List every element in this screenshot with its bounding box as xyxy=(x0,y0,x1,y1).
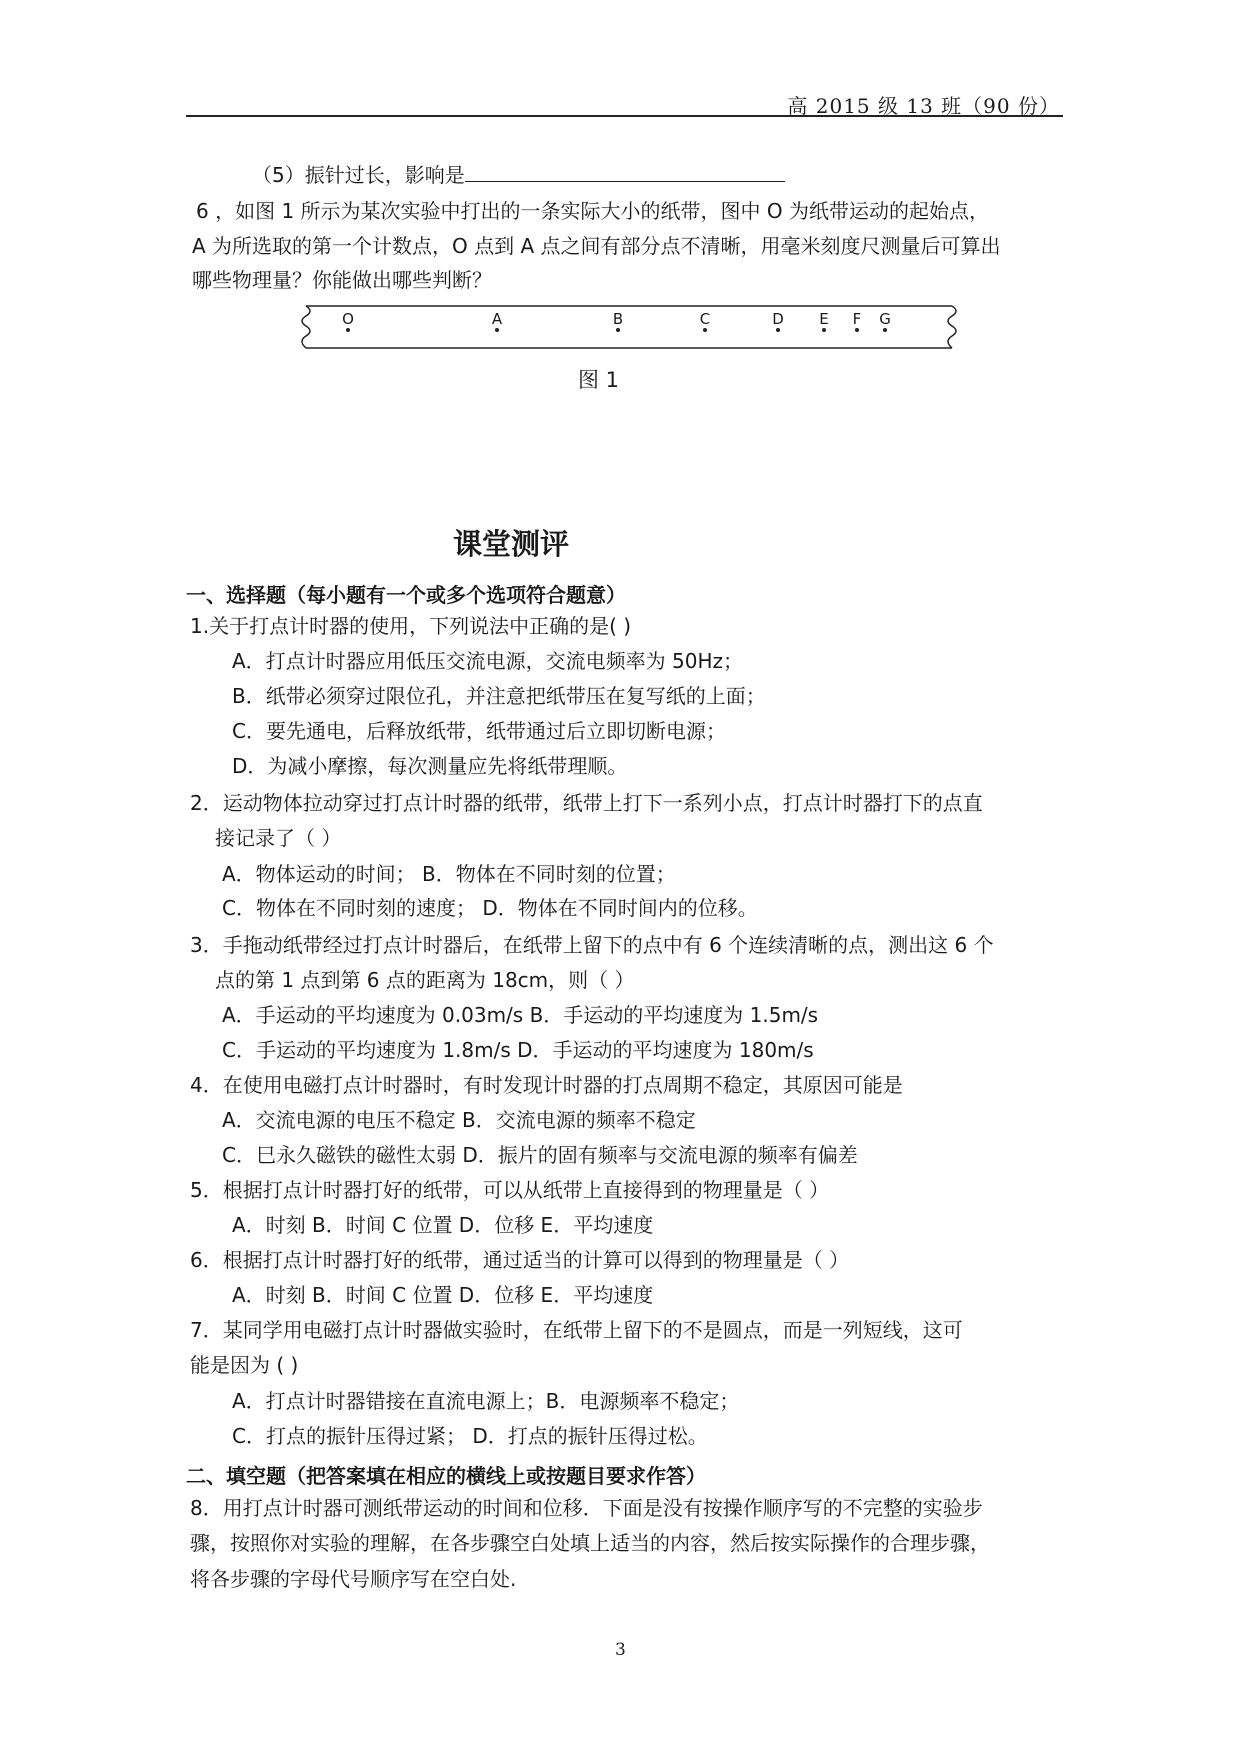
q2-options-cd: C．物体在不同时刻的速度； D．物体在不同时间内的位移。 xyxy=(222,896,758,920)
point-dot-f xyxy=(855,328,859,332)
q6-stem: 6．根据打点计时器打好的纸带，通过适当的计算可以得到的物理量是（ ） xyxy=(190,1248,850,1272)
q1-option-d: D．为减小摩擦，每次测量应先将纸带理顺。 xyxy=(232,754,628,778)
q1-stem: 1.关于打点计时器的使用，下列说法中正确的是( ) xyxy=(190,614,632,638)
point-dot-o xyxy=(346,328,350,332)
paper-tape-figure xyxy=(300,302,960,352)
q2-stem-line-2: 接记录了（ ） xyxy=(215,826,342,850)
point-dot-b xyxy=(616,328,620,332)
q7-options-ab: A．打点计时器错接在直流电源上；B．电源频率不稳定； xyxy=(232,1389,740,1413)
q3-stem-line-2: 点的第 1 点到第 6 点的距离为 18cm，则（ ） xyxy=(215,968,635,992)
page-number: 3 xyxy=(615,1640,626,1660)
q4-options-cd: C．巳永久磁铁的磁性太弱 D．振片的固有频率与交流电源的频率有偏差 xyxy=(222,1143,858,1167)
q3-options-ab: A．手运动的平均速度为 0.03m/s B．手运动的平均速度为 1.5m/s xyxy=(222,1003,819,1027)
figure-caption: 图 1 xyxy=(578,368,620,392)
q1-option-c: C．要先通电，后释放纸带，纸带通过后立即切断电源； xyxy=(232,719,726,743)
q3-options-cd: C．手运动的平均速度为 1.8m/s D．手运动的平均速度为 180m/s xyxy=(222,1038,814,1062)
q6-options: A．时刻 B．时间 C 位置 D．位移 E．平均速度 xyxy=(232,1283,654,1307)
q7-stem-line-1: 7．某同学用电磁打点计时器做实验时，在纸带上留下的不是圆点，而是一列短线，这可 xyxy=(190,1318,963,1342)
point-label-c: C xyxy=(699,310,711,328)
question-5-line xyxy=(252,161,785,189)
q5-options: A．时刻 B．时间 C 位置 D．位移 E．平均速度 xyxy=(232,1213,654,1237)
q3-stem-line-1: 3．手拖动纸带经过打点计时器后，在纸带上留下的点中有 6 个连续清晰的点，测出这 6 个 xyxy=(190,933,994,957)
point-label-b: B xyxy=(612,310,624,328)
q1-option-a: A．打点计时器应用低压交流电源，交流电频率为 50Hz； xyxy=(232,649,744,673)
point-label-d: D xyxy=(772,310,784,328)
q8-stem-line-1: 8．用打点计时器可测纸带运动的时间和位移．下面是没有按操作顺序写的不完整的实验步 xyxy=(190,1496,983,1520)
point-label-a: A xyxy=(491,310,503,328)
point-label-o: O xyxy=(342,310,354,328)
point-label-g: G xyxy=(879,310,891,328)
q8-stem-line-2: 骤，按照你对实验的理解，在各步骤空白处填上适当的内容，然后按实际操作的合理步骤， xyxy=(190,1531,990,1555)
answer-blank xyxy=(465,161,785,182)
part-1-heading: 一、选择题（每小题有一个或多个选项符合题意） xyxy=(186,583,626,607)
question-6-line-1: 6 ，如图 1 所示为某次实验中打出的一条实际大小的纸带，图中 O 为纸带运动的起始点， xyxy=(196,199,989,223)
point-dot-d xyxy=(776,328,780,332)
point-dot-a xyxy=(495,328,499,332)
q4-options-ab: A．交流电源的电压不稳定 B．交流电源的频率不稳定 xyxy=(222,1108,696,1132)
q2-stem-line-1: 2．运动物体拉动穿过打点计时器的纸带，纸带上打下一系列小点，打点计时器打下的点直 xyxy=(190,791,983,815)
point-label-e: E xyxy=(819,310,829,328)
header-class-info: 高 2015 级 13 班（90 份） xyxy=(787,94,1060,118)
point-dot-c xyxy=(703,328,707,332)
section-title: 课堂测评 xyxy=(453,527,570,561)
q1-option-b: B．纸带必须穿过限位孔，并注意把纸带压在复写纸的上面； xyxy=(232,684,766,708)
question-6-line-3: 哪些物理量？你能做出哪些判断？ xyxy=(192,268,492,292)
part-2-heading: 二、填空题（把答案填在相应的横线上或按题目要求作答） xyxy=(186,1464,706,1488)
question-5-text: （5）振针过长，影响是 xyxy=(252,163,465,187)
question-6-line-2: A 为所选取的第一个计数点，O 点到 A 点之间有部分点不清晰，用毫米刻度尺测量后可算出 xyxy=(192,234,1001,258)
point-dot-g xyxy=(883,328,887,332)
q2-options-ab: A．物体运动的时间； B．物体在不同时刻的位置； xyxy=(222,862,676,886)
q8-stem-line-3: 将各步骤的字母代号顺序写在空白处. xyxy=(190,1567,517,1591)
q4-stem: 4．在使用电磁打点计时器时，有时发现计时器的打点周期不稳定，其原因可能是 xyxy=(190,1073,903,1097)
q7-stem-line-2: 能是因为 ( ) xyxy=(190,1353,299,1377)
header-divider xyxy=(186,115,1063,117)
point-label-f: F xyxy=(852,310,862,328)
q5-stem: 5．根据打点计时器打好的纸带，可以从纸带上直接得到的物理量是（ ） xyxy=(190,1178,830,1202)
q7-options-cd: C．打点的振针压得过紧； D．打点的振针压得过松。 xyxy=(232,1424,708,1448)
point-dot-e xyxy=(822,328,826,332)
